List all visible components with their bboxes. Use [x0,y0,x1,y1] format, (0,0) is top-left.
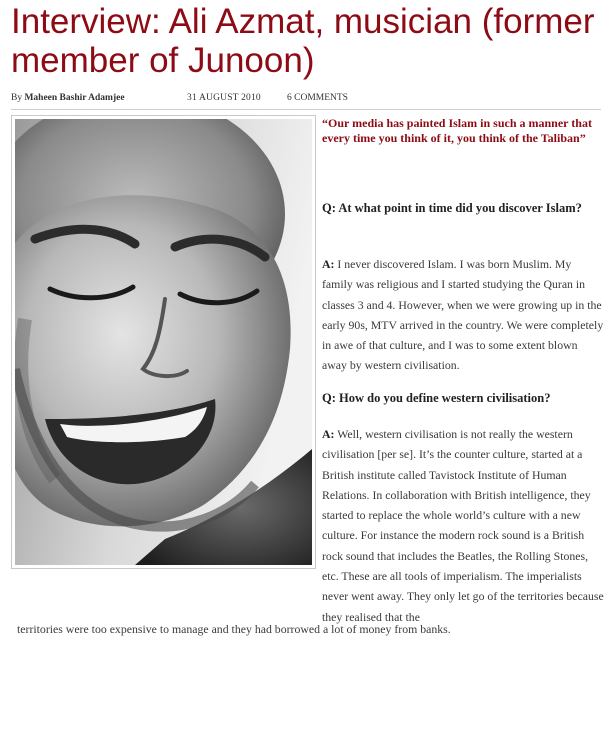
pull-quote: “Our media has painted Islam in such a manner that every time you think of it, you think of the Taliban” [322,116,592,146]
publish-date: 31 AUGUST 2010 [187,93,261,103]
answer-2 [322,424,604,627]
answer-1 [322,254,604,376]
question-1: Q: At what point in time did you discover Islam? [322,201,582,215]
answer-2-text: Well, western civilisation is not really the western civilisation [per se]. It’s the counter culture, started at a British institute called Tavistock Institute of Human Relations. In collaboration with British intelligence, they started to replace the whole world’s culture with a new culture. For instance the modern rock sound is a British rock sound that includes the Beatles, the Rolling Stones, etc. These are all tools of imperialism. The imperialists never went away. They only let go of the territories because they realised that the [322,427,604,624]
byline-prefix: By [11,93,25,103]
answer-2-continued: territories were too expensive to manage and they had borrowed a lot of money from banks. [17,622,451,636]
answer-1-label: A: [322,257,335,271]
comments-link[interactable]: 6 COMMENTS [287,93,348,103]
answer-1-text: I never discovered Islam. I was born Muslim. My family was religious and I started studying the Quran in classes 3 and 4. However, when we were growing up in the early 90s, MTV arrived in the country. We were completely in awe of that culture, and I was to some extent blown away by western civilisation. [322,257,604,373]
byline-divider [11,109,601,110]
answer-2-label: A: [322,427,335,441]
question-2: Q: How do you define western civilisation? [322,391,551,405]
portrait-photo [15,119,312,565]
portrait-photo-frame [11,115,316,569]
article-title: Interview: Ali Azmat, musician (former member of Junoon) [11,2,595,80]
byline [11,93,601,103]
author-link[interactable]: Maheen Bashir Adamjee [24,93,125,103]
